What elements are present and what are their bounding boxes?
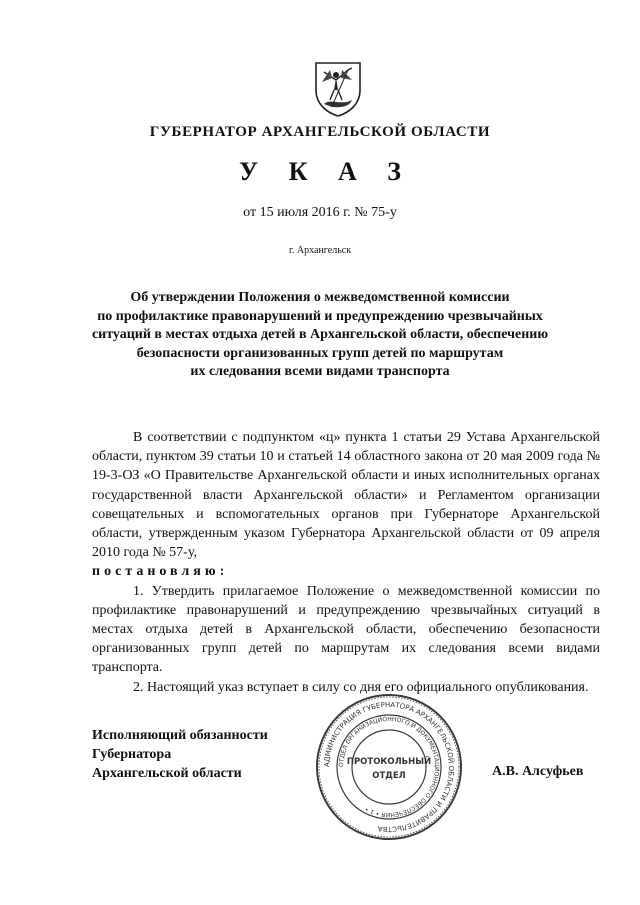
coat-of-arms-icon xyxy=(312,60,364,118)
signatory-line: Губернатора xyxy=(92,747,172,762)
svg-text:ОТДЕЛ ОРГАНИЗАЦИОННОГО И ДОКУМ: ОТДЕЛ ОРГАНИЗАЦИОННОГО И ДОКУМЕНТАЦИОННОГО ОБЕСПЕЧЕНИЯ • 1 • xyxy=(337,715,441,819)
svg-text:ОТДЕЛ: ОТДЕЛ xyxy=(372,771,406,781)
decree-title-line: безопасности организованных групп детей по маршрутам xyxy=(136,345,504,361)
signatory-line: Исполняющий обязанности xyxy=(92,728,268,743)
decree-title-line: их следования всеми видами транспорта xyxy=(190,364,450,379)
round-seal-stamp xyxy=(314,692,464,842)
authority-title: ГУБЕРНАТОР АРХАНГЕЛЬСКОЙ ОБЛАСТИ xyxy=(149,124,491,140)
svg-text:АДМИНИСТРАЦИЯ ГУБЕРНАТОРА АРХА: АДМИНИСТРАЦИЯ ГУБЕРНАТОРА АРХАНГЕЛЬСКОЙ ОБЛАСТИ И ПРАВИТЕЛЬСТВА xyxy=(322,700,456,834)
decree-date-number: от 15 июля 2016 г. № 75-у xyxy=(243,205,397,220)
decree-body xyxy=(92,428,600,697)
signatory-position xyxy=(92,726,268,783)
resolve-line xyxy=(92,562,600,581)
decree-title xyxy=(80,289,560,382)
signatory-name: А.В. Алсуфьев xyxy=(492,764,584,779)
preamble-text: В соответствии с подпунктом «ц» пункта 1 статьи 29 Устава Архангельской области, пунктом 39 статьи 10 и статьей 14 областного закона от 20 мая 2009 года № 19-3-ОЗ «О Правительстве Архангельской области и иных исполнительных органах государственной власти Архангельской области» и Регламентом организации совещательных и вспомогательных органов при Губернаторе Архангельской области, утвержденным указом Губернатора Архангельской области от 09 апреля 2010 года № 57-у, xyxy=(92,430,600,561)
decree-heading: У К А З xyxy=(239,157,413,186)
resolve-colon: : xyxy=(219,564,225,580)
preamble-paragraph xyxy=(92,428,600,562)
decree-title-line: ситуаций в местах отдыха детей в Архангельской области, обеспечению xyxy=(91,327,549,342)
decree-title-line: Об утверждении Положения о межведомственной комиссии xyxy=(130,290,510,305)
item-2-paragraph: 2. Настоящий указ вступает в силу со дня его официального опубликования. xyxy=(133,679,589,695)
decree-city: г. Архангельск xyxy=(288,245,352,256)
decree-title-line: по профилактике правонарушений и предупреждению чрезвычайных xyxy=(97,308,543,324)
resolve-word: постановляю xyxy=(92,564,220,580)
item-1-paragraph: 1. Утвердить прилагаемое Положение о межведомственной комиссии по профилактике правонарушений и предупреждению чрезвычайных ситуаций в местах отдыха детей в Архангельской области, обеспечению безопасности организованных групп детей по маршрутам их следования всеми видами транспорта. xyxy=(92,583,600,676)
signatory-line: Архангельской области xyxy=(92,766,242,781)
svg-text:ПРОТОКОЛЬНЫЙ: ПРОТОКОЛЬНЫЙ xyxy=(346,757,432,767)
